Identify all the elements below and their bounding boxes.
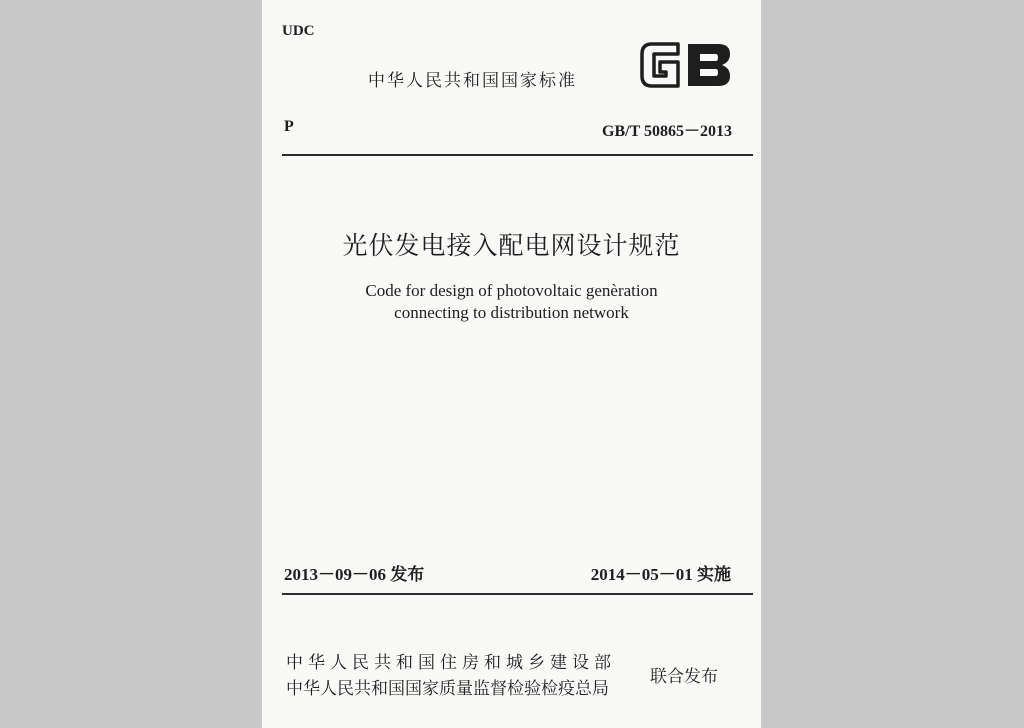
document-cover — [262, 0, 761, 728]
title-english-line2: connecting to distribution network — [394, 303, 629, 322]
issue-date: 2013－09－06 发布 — [284, 565, 425, 584]
title-english-line1: Code for design of photovoltaic genèration — [365, 281, 658, 300]
joint-release-label: 联合发布 — [650, 667, 718, 687]
bottom-divider — [282, 593, 753, 595]
standard-number: GB/T 50865－2013 — [602, 123, 732, 140]
title-chinese: 光伏发电接入配电网设计规范 — [342, 231, 681, 260]
organization-title: 中华人民共和国国家标准 — [368, 71, 577, 91]
issuer-ministry: 中华人民共和国住房和城乡建设部 — [286, 653, 616, 673]
issuer-administration: 中华人民共和国国家质量监督检验检疫总局 — [286, 679, 609, 699]
category-code: P — [284, 118, 294, 135]
udc-label: UDC — [282, 23, 315, 39]
gb-logo — [638, 40, 734, 90]
top-divider — [282, 154, 753, 156]
implementation-date: 2014－05－01 实施 — [590, 565, 731, 584]
